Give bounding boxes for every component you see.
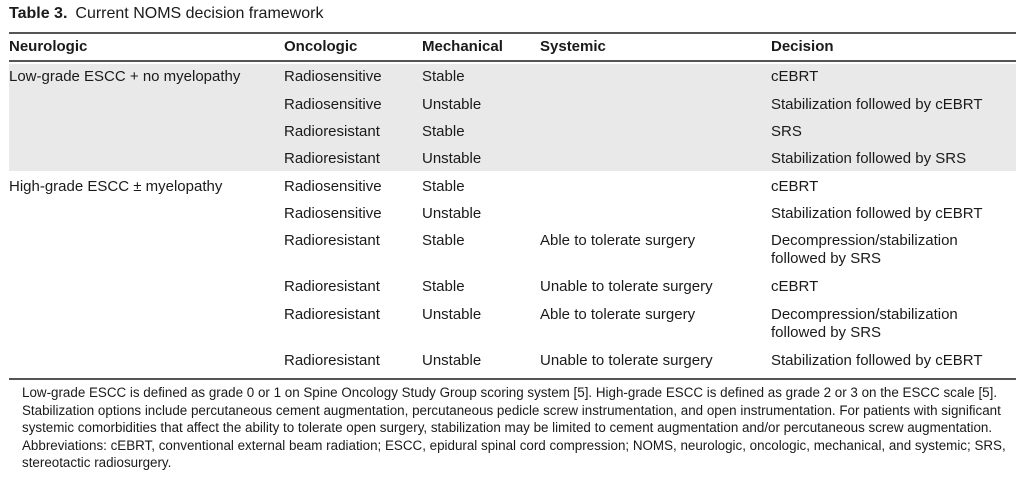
cell-oncologic: Radioresistant <box>284 232 380 249</box>
cell-systemic: Able to tolerate surgery <box>540 232 696 249</box>
cell-systemic: Able to tolerate surgery <box>540 306 696 323</box>
header-decision: Decision <box>771 38 834 55</box>
cell-systemic: Unable to tolerate surgery <box>540 278 713 295</box>
cell-mechanical: Unstable <box>422 205 482 222</box>
footnote-definitions: Low-grade ESCC is defined as grade 0 or 1 on Spine Oncology Study Group scoring system [5]. High-grade ESCC is defined as grade 2 or 3 on the ESCC scale [5]. Stabilization options include percutaneous cement augmentation, percutaneous pedicle screw instrumentation, and open instrumentation. For patients with significant systemic comorbidities that affect the ability to tolerate open surgery, stabilization may be limited to cement augmentation and/or percutaneous screw augmentation. <box>22 385 1001 436</box>
cell-decision: cEBRT <box>771 68 819 85</box>
cell-oncologic: Radioresistant <box>284 352 380 369</box>
cell-mechanical: Stable <box>422 178 465 195</box>
cell-oncologic: Radiosensitive <box>284 205 382 222</box>
header-oncologic: Oncologic <box>284 38 358 55</box>
cell-mechanical: Stable <box>422 278 465 295</box>
table-footnote <box>22 384 1014 472</box>
header-mechanical: Mechanical <box>422 38 503 55</box>
cell-oncologic: Radioresistant <box>284 150 380 167</box>
cell-decision: Stabilization followed by cEBRT <box>771 96 983 113</box>
cell-neurologic: High-grade ESCC ± myelopathy <box>9 178 223 195</box>
cell-oncologic: Radiosensitive <box>284 68 382 85</box>
cell-oncologic: Radiosensitive <box>284 178 382 195</box>
table-caption: Current NOMS decision framework <box>75 5 324 22</box>
cell-decision: Stabilization followed by SRS <box>771 150 967 167</box>
table-header-rule <box>9 60 1016 62</box>
cell-oncologic: Radiosensitive <box>284 96 382 113</box>
cell-oncologic: Radioresistant <box>284 123 380 140</box>
cell-systemic: Unable to tolerate surgery <box>540 352 713 369</box>
header-systemic: Systemic <box>540 38 606 55</box>
table-title <box>9 4 323 24</box>
cell-decision: Stabilization followed by cEBRT <box>771 352 983 369</box>
cell-decision: cEBRT <box>771 178 819 195</box>
table-number: Table 3. <box>9 5 68 22</box>
cell-mechanical: Unstable <box>422 352 482 369</box>
cell-mechanical: Unstable <box>422 96 482 113</box>
cell-decision: Decompression/stabilization followed by SRS <box>771 306 958 341</box>
cell-mechanical: Unstable <box>422 150 482 167</box>
cell-mechanical: Stable <box>422 123 465 140</box>
cell-mechanical: Stable <box>422 232 465 249</box>
footnote-abbreviations: Abbreviations: cEBRT, conventional external beam radiation; ESCC, epidural spinal cord compression; NOMS, neurologic, oncologic, mechanical, and systemic; SRS, stereotactic radiosurgery. <box>22 437 1006 471</box>
cell-decision: Stabilization followed by cEBRT <box>771 205 983 222</box>
cell-neurologic: Low-grade ESCC + no myelopathy <box>9 68 241 85</box>
cell-decision: SRS <box>771 123 802 140</box>
cell-mechanical: Stable <box>422 68 465 85</box>
cell-decision: cEBRT <box>771 278 819 295</box>
cell-oncologic: Radioresistant <box>284 278 380 295</box>
cell-mechanical: Unstable <box>422 306 482 323</box>
header-neurologic: Neurologic <box>9 38 88 55</box>
cell-decision: Decompression/stabilization followed by SRS <box>771 232 958 267</box>
table-top-rule <box>9 32 1016 34</box>
cell-oncologic: Radioresistant <box>284 306 380 323</box>
table-bottom-rule <box>9 378 1016 380</box>
